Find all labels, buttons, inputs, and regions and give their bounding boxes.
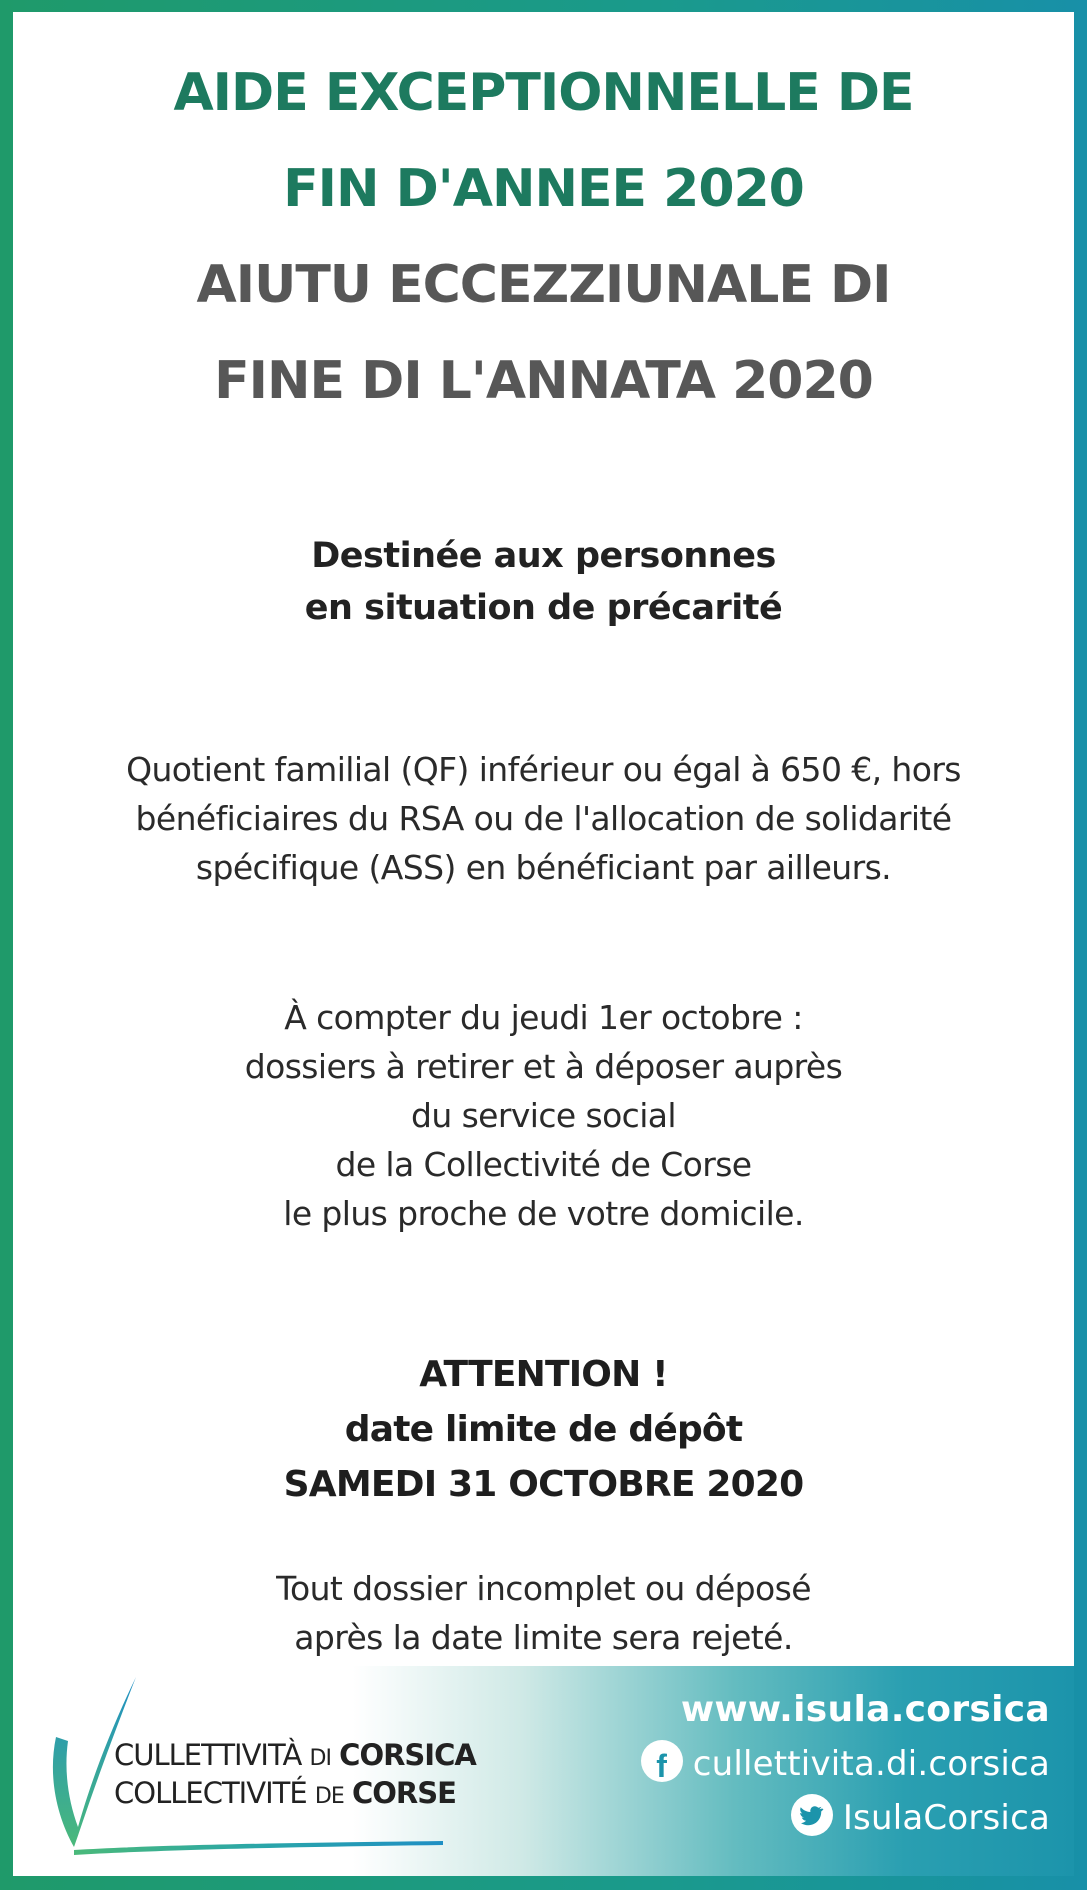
rejection-line-2: après la date limite sera rejeté. bbox=[294, 1618, 793, 1657]
procedure-text bbox=[13, 993, 1074, 1238]
procedure-line-2: dossiers à retirer et à déposer auprès bbox=[244, 1047, 843, 1086]
deadline-label: date limite de dépôt bbox=[344, 1409, 743, 1450]
footer-links bbox=[641, 1683, 1050, 1845]
attention-heading: ATTENTION ! bbox=[419, 1354, 668, 1395]
procedure-line-1: À compter du jeudi 1er octobre : bbox=[284, 998, 803, 1037]
logo-line2-particle: DE bbox=[314, 1784, 344, 1809]
facebook-handle: cullettivita.di.corsica bbox=[692, 1744, 1050, 1784]
eligibility-line-3: spécifique (ASS) en bénéficiant par ailleurs. bbox=[195, 848, 892, 887]
logo-line1-word: CULLETTIVITÀ bbox=[114, 1738, 302, 1772]
title-corsican bbox=[13, 237, 1074, 429]
website-link[interactable]: www.isula.corsica bbox=[680, 1689, 1050, 1730]
procedure-line-4: de la Collectivité de Corse bbox=[335, 1145, 752, 1184]
rejection-notice bbox=[13, 1564, 1074, 1662]
rejection-line-1: Tout dossier incomplet ou déposé bbox=[276, 1569, 811, 1608]
logo-line1-bold: CORSICA bbox=[339, 1738, 476, 1772]
title-french-line-2: FIN D'ANNEE 2020 bbox=[283, 159, 804, 219]
logo-line2-bold: CORSE bbox=[351, 1776, 456, 1810]
twitter-icon bbox=[791, 1794, 833, 1836]
title-corsican-line-1: AIUTU ECCEZZIUNALE DI bbox=[196, 255, 891, 315]
title-french bbox=[13, 45, 1074, 237]
facebook-icon: f bbox=[641, 1740, 683, 1782]
twitter-handle: IsulaCorsica bbox=[842, 1798, 1050, 1838]
title-french-line-1: AIDE EXCEPTIONNELLE DE bbox=[173, 63, 914, 123]
eligibility-line-2: bénéficiaires du RSA ou de l'allocation de solidarité bbox=[135, 799, 952, 838]
eligibility-text bbox=[13, 745, 1074, 892]
procedure-line-3: du service social bbox=[411, 1096, 676, 1135]
target-audience bbox=[13, 530, 1074, 634]
target-audience-line-2: en situation de précarité bbox=[304, 588, 783, 628]
logo-line-french bbox=[114, 1776, 456, 1810]
collectivite-logo bbox=[38, 1675, 476, 1865]
twitter-link[interactable] bbox=[641, 1791, 1050, 1845]
deadline-notice bbox=[13, 1347, 1074, 1512]
logo-line2-word: COLLECTIVITÉ bbox=[114, 1776, 307, 1810]
facebook-link[interactable] bbox=[641, 1737, 1050, 1791]
title-corsican-line-2: FINE DI L'ANNATA 2020 bbox=[214, 351, 873, 411]
deadline-date: SAMEDI 31 OCTOBRE 2020 bbox=[283, 1464, 804, 1505]
procedure-line-5: le plus proche de votre domicile. bbox=[283, 1194, 804, 1233]
target-audience-line-1: Destinée aux personnes bbox=[311, 536, 776, 576]
eligibility-line-1: Quotient familial (QF) inférieur ou égal à 650 €, hors bbox=[126, 750, 961, 789]
logo-line-corsican bbox=[114, 1738, 476, 1772]
logo-line1-particle: DI bbox=[309, 1746, 331, 1771]
